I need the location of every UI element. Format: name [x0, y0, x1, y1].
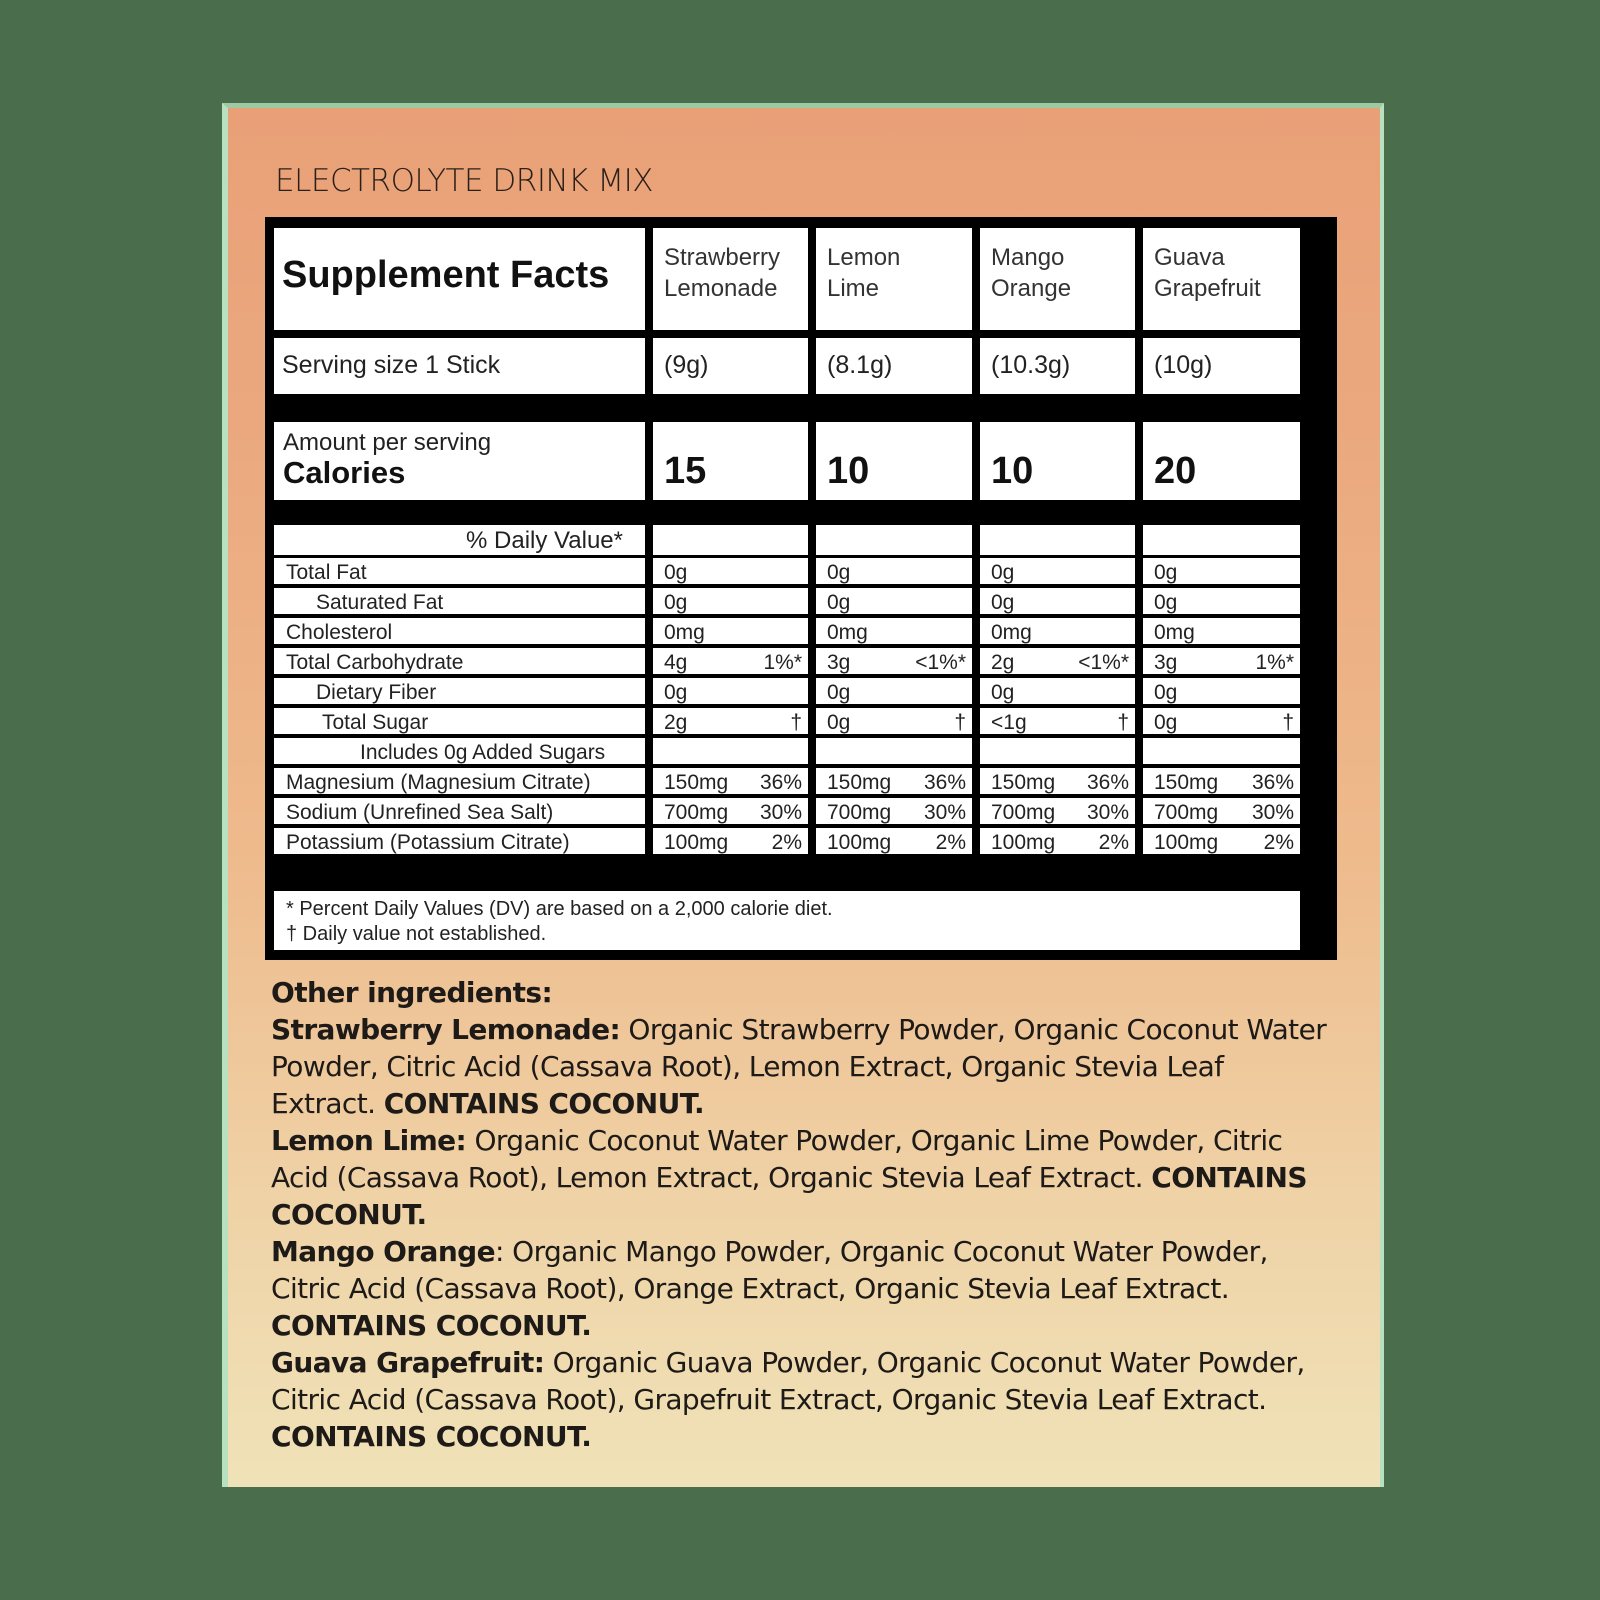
nutrient-value-cell — [980, 768, 1135, 794]
nutrient-amount: 700mg — [1154, 801, 1219, 824]
calories-label-cell — [274, 422, 645, 500]
nutrient-amount: 0g — [827, 711, 851, 734]
empty-cell — [653, 525, 808, 555]
nutrient-daily-value: 1%* — [1255, 651, 1294, 674]
ingredient-text: : Organic Mango Powder, Organic Coconut Water Powder, Citric Acid (Cassava Root), Orange Extract, Organic Stevia Leaf Extract. — [271, 1235, 1268, 1305]
nutrient-amount: 0mg — [827, 621, 868, 644]
flavor-name: Strawberry Lemonade: — [271, 1013, 621, 1046]
flavor-header-guava-grapefruit — [1143, 228, 1300, 330]
nutrient-daily-value: † — [1117, 711, 1129, 734]
nutrient-value-cell — [816, 618, 972, 644]
nutrient-amount: 0mg — [664, 621, 705, 644]
nutrient-amount: 2g — [991, 651, 1015, 674]
amount-per-serving-label: Amount per serving — [283, 429, 492, 456]
nutrient-value-cell — [816, 558, 972, 584]
serving-size-value: (10g) — [1143, 338, 1300, 394]
nutrient-amount: 100mg — [664, 831, 729, 854]
nutrient-daily-value: 36% — [1251, 771, 1294, 794]
nutrient-value-cell — [1143, 798, 1300, 824]
nutrient-amount: 4g — [664, 651, 688, 674]
nutrient-amount: 0g — [827, 681, 851, 704]
nutrient-label: Magnesium (Magnesium Citrate) — [274, 768, 645, 794]
nutrient-value-cell — [980, 678, 1135, 704]
flavor-name: Mango Orange — [271, 1235, 495, 1268]
nutrient-amount: 0g — [664, 591, 688, 614]
nutrient-amount: 150mg — [991, 771, 1056, 794]
nutrient-amount: 0g — [827, 561, 851, 584]
footnote-dv: * Percent Daily Values (DV) are based on a 2,000 calorie diet. — [286, 898, 833, 920]
footnotes — [274, 891, 1300, 950]
nutrient-value-cell — [980, 828, 1135, 854]
flavor-name-line2: Grapefruit — [1154, 275, 1261, 302]
nutrient-amount: 0g — [1154, 681, 1178, 704]
nutrient-daily-value: 2% — [1263, 831, 1294, 854]
nutrient-value-cell — [816, 828, 972, 854]
nutrient-value-cell — [980, 618, 1135, 644]
nutrient-label: Saturated Fat — [274, 588, 645, 614]
nutrient-amount: 3g — [827, 651, 851, 674]
flavor-header-lemon-lime — [816, 228, 972, 330]
nutrient-daily-value: 30% — [923, 801, 966, 824]
ingredient-item-mango-orange — [271, 1233, 1331, 1344]
nutrient-daily-value: 30% — [759, 801, 802, 824]
ingredient-item-strawberry-lemonade — [271, 1011, 1331, 1122]
ingredient-text: Organic Strawberry Powder, Organic Coconut Water Powder, Citric Acid (Cassava Root), Lemon Extract, Organic Stevia Leaf Extract. — [271, 1013, 1327, 1120]
flavor-name-line2: Orange — [991, 275, 1072, 302]
ingredient-item-guava-grapefruit — [271, 1344, 1331, 1455]
nutrient-value-cell — [980, 798, 1135, 824]
nutrient-amount: 0g — [664, 681, 688, 704]
brand-title: ELECTROLYTE DRINK MIX — [275, 163, 653, 199]
serving-size-value: (10.3g) — [980, 338, 1135, 394]
nutrient-amount: 0g — [1154, 711, 1178, 734]
nutrient-label: Total Fat — [274, 558, 645, 584]
nutrient-label: Cholesterol — [274, 618, 645, 644]
nutrient-value-cell — [1143, 708, 1300, 734]
calories-value: 10 — [816, 422, 972, 500]
nutrient-value-cell — [1143, 588, 1300, 614]
nutrient-value-cell — [653, 768, 808, 794]
empty-cell — [980, 525, 1135, 555]
nutrient-value-cell — [816, 648, 972, 674]
nutrient-label: Total Sugar — [274, 708, 645, 734]
flavor-name-line2: Lime — [827, 275, 880, 302]
nutrient-amount: 0mg — [1154, 621, 1195, 644]
other-ingredients — [271, 974, 1331, 1455]
nutrient-daily-value: 2% — [771, 831, 802, 854]
nutrient-value-cell — [980, 588, 1135, 614]
flavor-name: Lemon Lime: — [271, 1124, 467, 1157]
nutrient-value-cell — [653, 558, 808, 584]
nutrient-value-cell — [1143, 738, 1300, 764]
nutrient-daily-value: † — [1282, 711, 1294, 734]
nutrient-amount: 0g — [1154, 591, 1178, 614]
nutrient-value-cell — [1143, 678, 1300, 704]
nutrient-value-cell — [653, 648, 808, 674]
nutrient-value-cell — [653, 588, 808, 614]
nutrient-daily-value: † — [790, 711, 802, 734]
nutrient-value-cell — [653, 618, 808, 644]
nutrient-label: Sodium (Unrefined Sea Salt) — [274, 798, 645, 824]
nutrient-amount: 0g — [1154, 561, 1178, 584]
nutrient-value-cell — [653, 708, 808, 734]
nutrient-daily-value: 30% — [1086, 801, 1129, 824]
nutrient-amount: 150mg — [827, 771, 892, 794]
nutrient-value-cell — [816, 678, 972, 704]
nutrient-value-cell — [653, 798, 808, 824]
nutrient-amount: 3g — [1154, 651, 1178, 674]
nutrient-daily-value: 2% — [1098, 831, 1129, 854]
nutrient-amount: 0g — [991, 561, 1015, 584]
calories-value: 20 — [1143, 422, 1300, 500]
serving-size-label: Serving size 1 Stick — [274, 338, 645, 394]
nutrient-amount: 150mg — [664, 771, 729, 794]
ingredient-item-lemon-lime — [271, 1122, 1331, 1233]
nutrient-value-cell — [653, 738, 808, 764]
daily-value-header: % Daily Value* — [274, 525, 645, 555]
nutrient-amount: 0g — [827, 591, 851, 614]
nutrient-daily-value: 36% — [759, 771, 802, 794]
nutrient-value-cell — [653, 828, 808, 854]
empty-cell — [816, 525, 972, 555]
flavor-name: Guava Grapefruit: — [271, 1346, 545, 1379]
nutrient-amount: 150mg — [1154, 771, 1219, 794]
nutrient-amount: <1g — [991, 711, 1027, 734]
ingredient-text: Organic Coconut Water Powder, Organic Lime Powder, Citric Acid (Cassava Root), Lemon Extract, Organic Stevia Leaf Extract. — [271, 1124, 1283, 1194]
flavor-header-strawberry-lemonade — [653, 228, 808, 330]
flavor-name-line1: Mango — [991, 244, 1065, 271]
nutrient-daily-value: <1%* — [915, 651, 966, 674]
nutrient-daily-value: 1%* — [763, 651, 802, 674]
nutrient-daily-value: 36% — [1086, 771, 1129, 794]
allergen-warning: CONTAINS COCONUT. — [383, 1087, 704, 1120]
ingredients-heading: Other ingredients: — [271, 976, 553, 1009]
nutrient-amount: 2g — [664, 711, 688, 734]
nutrient-value-cell — [816, 768, 972, 794]
allergen-warning: CONTAINS COCONUT. — [271, 1161, 1307, 1231]
nutrient-value-cell — [1143, 768, 1300, 794]
nutrient-value-cell — [980, 558, 1135, 584]
serving-size-value: (8.1g) — [816, 338, 972, 394]
nutrient-amount: 0g — [991, 681, 1015, 704]
nutrient-label: Potassium (Potassium Citrate) — [274, 828, 645, 854]
nutrient-value-cell — [816, 738, 972, 764]
nutrient-amount: 700mg — [664, 801, 729, 824]
supplement-facts-table — [265, 217, 1337, 960]
nutrient-value-cell — [1143, 828, 1300, 854]
nutrient-amount: 0mg — [991, 621, 1032, 644]
empty-cell — [1143, 525, 1300, 555]
nutrient-value-cell — [816, 588, 972, 614]
nutrient-value-cell — [816, 798, 972, 824]
nutrient-value-cell — [1143, 618, 1300, 644]
footnote-dagger: † Daily value not established. — [286, 923, 547, 945]
nutrient-amount: 700mg — [991, 801, 1056, 824]
flavor-name-line1: Guava — [1154, 244, 1225, 271]
flavor-name-line1: Lemon — [827, 244, 901, 271]
nutrient-amount: 0g — [991, 591, 1015, 614]
nutrient-value-cell — [980, 708, 1135, 734]
nutrient-daily-value: 2% — [935, 831, 966, 854]
facts-title: Supplement Facts — [274, 228, 645, 330]
nutrient-daily-value: 36% — [923, 771, 966, 794]
nutrient-amount: 100mg — [991, 831, 1056, 854]
nutrient-daily-value: <1%* — [1078, 651, 1129, 674]
nutrient-amount: 100mg — [827, 831, 892, 854]
nutrient-amount: 100mg — [1154, 831, 1219, 854]
nutrient-value-cell — [653, 678, 808, 704]
nutrient-label: Dietary Fiber — [274, 678, 645, 704]
nutrient-label: Total Carbohydrate — [274, 648, 645, 674]
calories-label: Calories — [283, 455, 406, 490]
nutrient-value-cell — [1143, 648, 1300, 674]
flavor-name-line1: Strawberry — [664, 244, 781, 271]
nutrient-value-cell — [980, 738, 1135, 764]
flavor-name-line2: Lemonade — [664, 275, 778, 302]
allergen-warning: CONTAINS COCONUT. — [271, 1420, 592, 1453]
nutrient-label: Includes 0g Added Sugars — [274, 738, 645, 764]
ingredient-text: Organic Guava Powder, Organic Coconut Water Powder, Citric Acid (Cassava Root), Grapefruit Extract, Organic Stevia Leaf Extract. — [271, 1346, 1305, 1416]
allergen-warning: CONTAINS COCONUT. — [271, 1309, 592, 1342]
nutrient-value-cell — [980, 648, 1135, 674]
serving-size-value: (9g) — [653, 338, 808, 394]
nutrient-amount: 0g — [664, 561, 688, 584]
nutrient-value-cell — [816, 708, 972, 734]
calories-value: 10 — [980, 422, 1135, 500]
nutrient-daily-value: 30% — [1251, 801, 1294, 824]
calories-value: 15 — [653, 422, 808, 500]
nutrient-amount: 700mg — [827, 801, 892, 824]
flavor-header-mango-orange — [980, 228, 1135, 330]
nutrient-daily-value: † — [954, 711, 966, 734]
nutrient-value-cell — [1143, 558, 1300, 584]
